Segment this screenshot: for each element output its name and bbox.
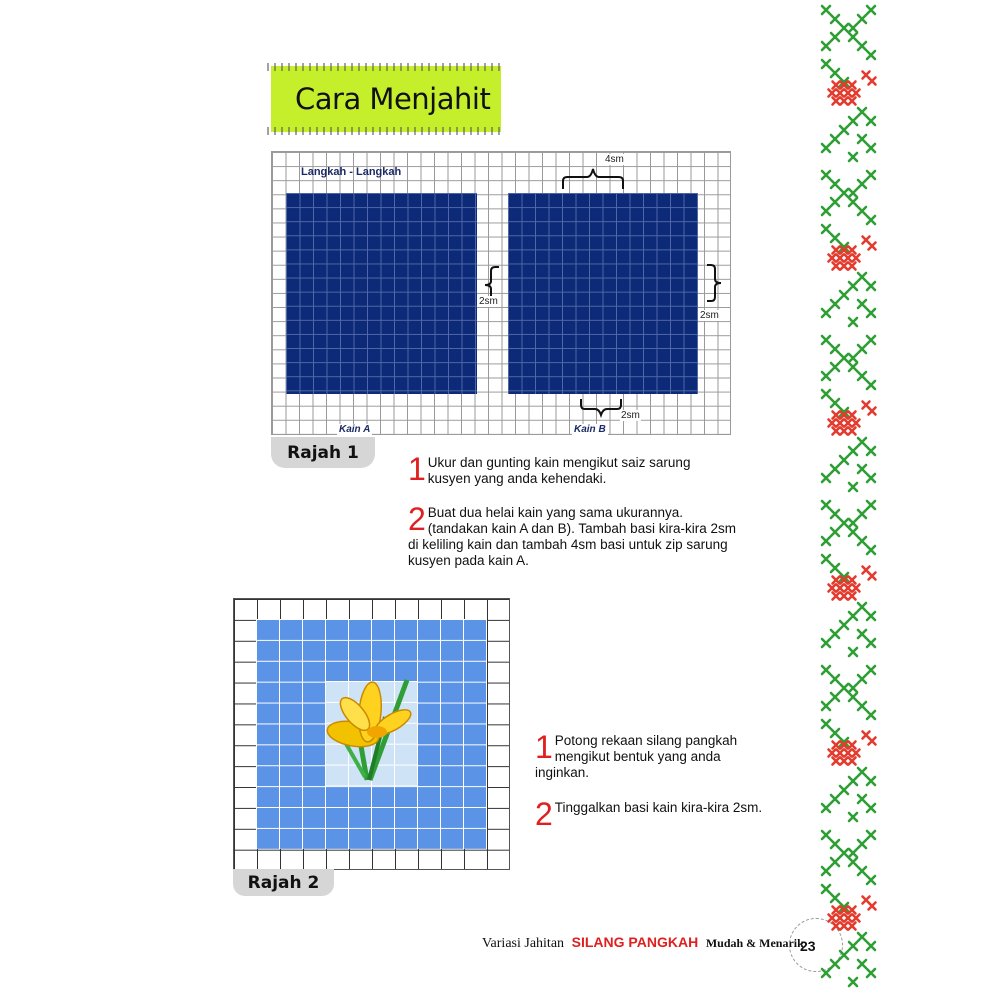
figure-1-heading: Langkah - Langkah bbox=[301, 166, 402, 178]
step-1b bbox=[535, 729, 765, 781]
dimension-brackets bbox=[271, 151, 731, 435]
footer bbox=[482, 934, 804, 952]
step-number: 1 bbox=[535, 729, 553, 765]
figure-2-caption: Rajah 2 bbox=[233, 869, 334, 896]
step-number: 2 bbox=[535, 796, 553, 832]
dim-left-label: 2sm bbox=[479, 296, 498, 307]
flower-icon bbox=[325, 672, 420, 787]
step-text: Buat dua helai kain yang sama ukurannya. (tandakan kain A dan B). Tambah basi kira-kira 2sm di keliling kain dan tambah 4sm basi untuk zip sarung kusyen pada kain A. bbox=[408, 505, 736, 568]
title-badge bbox=[273, 68, 499, 130]
label-kain-b: Kain B bbox=[574, 424, 606, 435]
step-1a bbox=[408, 451, 728, 487]
dim-top-label: 4sm bbox=[605, 154, 624, 165]
label-kain-a: Kain A bbox=[339, 424, 371, 435]
footer-series: Variasi Jahitan bbox=[482, 936, 565, 951]
dim-bottom-label: 2sm bbox=[621, 410, 640, 421]
page-number: 23 bbox=[800, 938, 816, 954]
step-number: 1 bbox=[408, 451, 426, 487]
cross-stitch-border bbox=[810, 0, 880, 1000]
footer-subtitle: Mudah & Menarik bbox=[705, 936, 804, 950]
step-text: Ukur dan gunting kain mengikut saiz sarung kusyen yang anda kehendaki. bbox=[427, 455, 691, 486]
figure-1-caption: Rajah 1 bbox=[271, 437, 375, 468]
step-text: Potong rekaan silang pangkah mengikut bentuk yang anda inginkan. bbox=[535, 733, 738, 780]
footer-brand: SILANG PANGKAH bbox=[571, 934, 699, 950]
step-2b bbox=[535, 796, 795, 832]
step-text: Tinggalkan basi kain kira-kira 2sm. bbox=[554, 800, 763, 815]
step-number: 2 bbox=[408, 501, 426, 537]
step-2a bbox=[408, 501, 738, 569]
page-title: Cara Menjahit bbox=[295, 82, 491, 116]
dim-right-label: 2sm bbox=[700, 310, 719, 321]
